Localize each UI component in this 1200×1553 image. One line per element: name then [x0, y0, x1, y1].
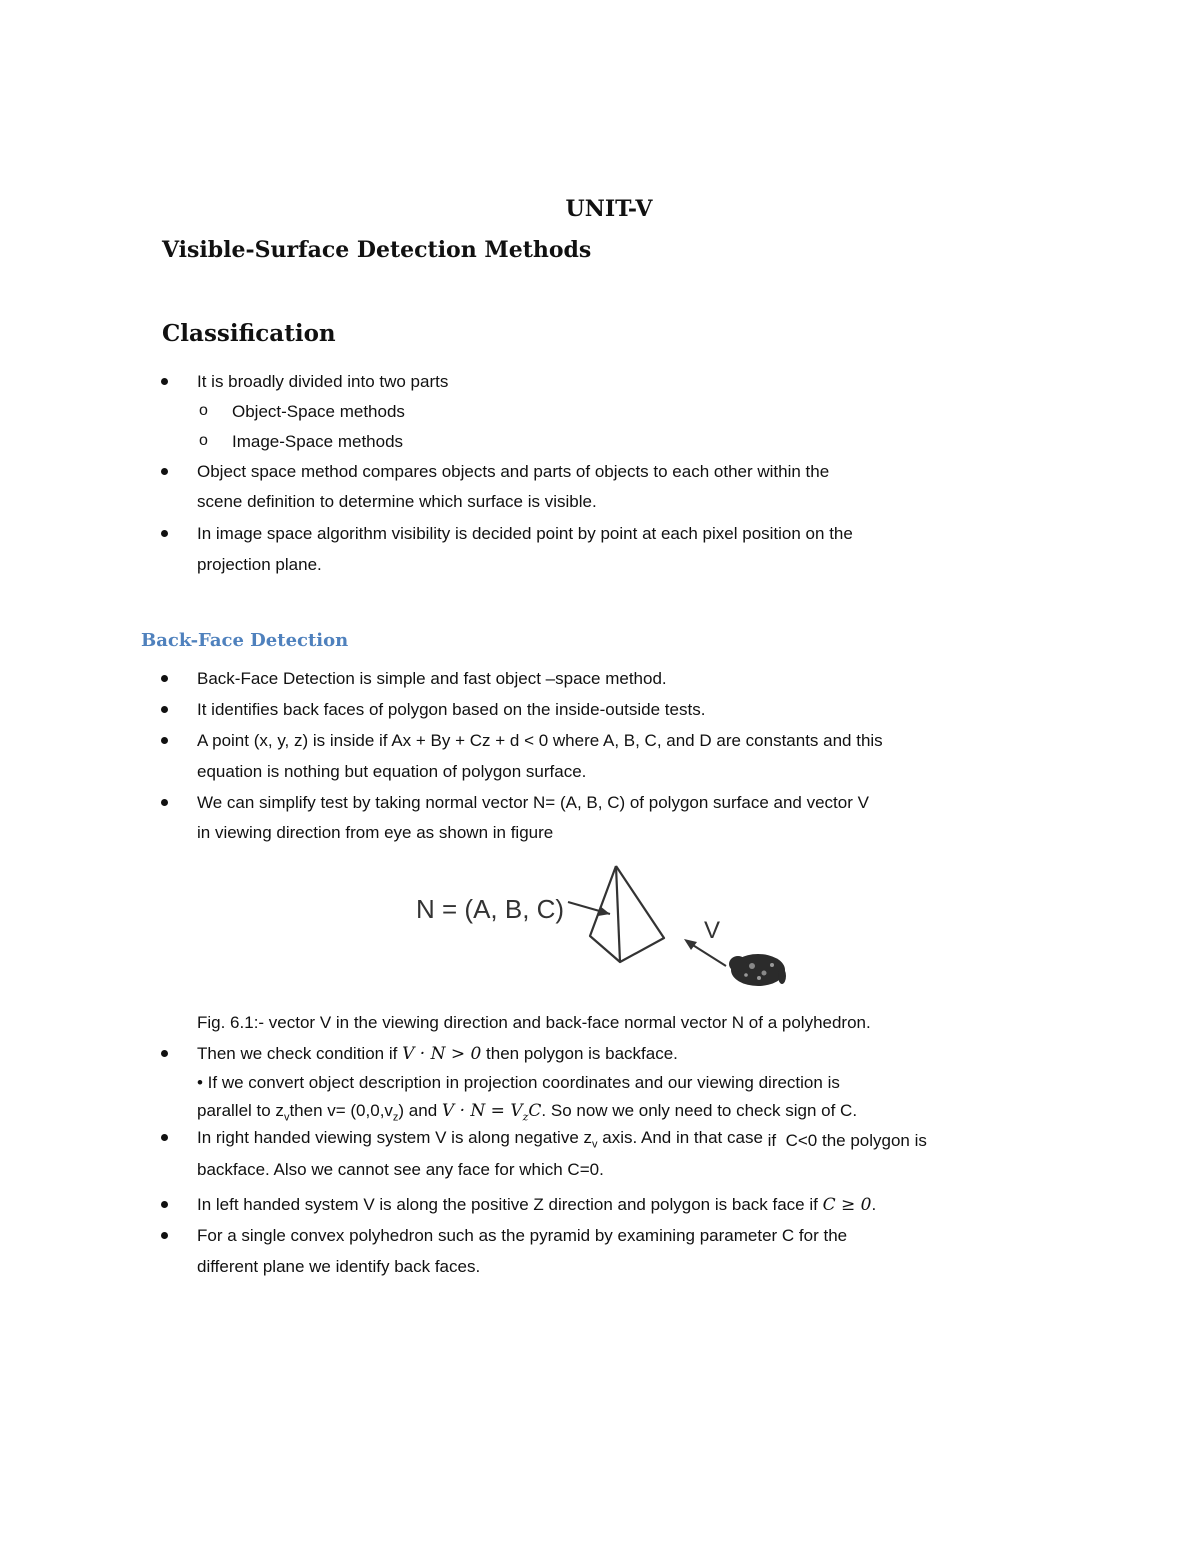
backface-bullet-1: Back-Face Detection is simple and fast object –space method.	[197, 669, 667, 688]
bullet-7-text-if: if	[767, 1131, 777, 1150]
classification-heading: Classification	[162, 320, 336, 347]
document-subtitle: Visible-Surface Detection Methods	[162, 237, 592, 263]
backface-bullet-9-line1: For a single convex polyhedron such as the pyramid by examining parameter C for the	[197, 1226, 848, 1245]
bullet-7-text-mid: axis. And in that case	[597, 1128, 763, 1147]
bullet-6-text-pre: parallel to z	[197, 1101, 284, 1120]
sub-bullet-icon: o	[199, 402, 208, 419]
bullet-icon	[161, 378, 168, 385]
bullet-5-text-post: then polygon is backface.	[486, 1044, 678, 1063]
bullet-6-math-subscript: z	[522, 1110, 529, 1124]
bullet-icon	[161, 675, 168, 682]
bullet-8-text-pre: In left handed system V is along the positive Z direction and polygon is back face if	[197, 1195, 818, 1214]
figure-label-view-vector: V	[704, 917, 721, 944]
subscript-v: v	[283, 1111, 290, 1124]
bullet-7-text-post: C<0 the polygon is	[785, 1131, 927, 1150]
bullet-icon	[161, 1134, 168, 1141]
subscript-z: z	[392, 1111, 399, 1124]
pyramid-figure	[560, 858, 800, 1003]
backface-bullet-7-line1	[197, 1128, 927, 1154]
backface-bullet-9-line2: different plane we identify back faces.	[197, 1257, 481, 1276]
object-space-text-line2: scene definition to determine which surface is visible.	[197, 492, 597, 511]
view-arrow-icon	[684, 939, 726, 966]
backface-bullet-7-line2: backface. Also we cannot see any face for which C=0.	[197, 1160, 604, 1179]
backface-bullet-3-line1: A point (x, y, z) is inside if Ax + By + Cz + d < 0 where A, B, C, and D are constants and this	[197, 731, 883, 750]
image-space-text-line2: projection plane.	[197, 555, 322, 574]
bullet-icon	[161, 706, 168, 713]
bullet-6-math: V · N = V	[441, 1101, 523, 1121]
bullet-6-math-c: C	[528, 1101, 542, 1121]
bullet-icon	[161, 1232, 168, 1239]
bullet-icon	[161, 530, 168, 537]
bullet-7-text-pre: In right handed viewing system V is along negative z	[197, 1128, 593, 1147]
eye-icon	[729, 954, 786, 986]
backface-bullet-3-line2: equation is nothing but equation of polygon surface.	[197, 762, 587, 781]
bullet-icon	[161, 737, 168, 744]
backface-bullet-6-line2	[197, 1101, 857, 1127]
figure-label-normal: N = (A, B, C)	[416, 894, 565, 924]
sub-item-image-space: Image-Space methods	[232, 432, 404, 451]
bullet-icon	[161, 1201, 168, 1208]
bullet-6-text-mid: then v= (0,0,v	[289, 1101, 393, 1120]
backface-bullet-2: It identifies back faces of polygon based on the inside-outside tests.	[197, 700, 706, 719]
bullet-6-text-post: . So now we only need to check sign of C.	[541, 1101, 858, 1120]
image-space-text-line1: In image space algorithm visibility is decided point by point at each pixel position on the	[197, 524, 853, 543]
backface-bullet-5	[197, 1044, 678, 1064]
subscript-v: v	[592, 1138, 598, 1151]
figure-caption: Fig. 6.1:- vector V in the viewing direction and back-face normal vector N of a polyhedron.	[197, 1013, 871, 1032]
object-space-text-line1: Object space method compares objects and parts of objects to each other within the	[197, 462, 830, 481]
bullet-6-text-and: ) and	[398, 1101, 438, 1120]
backface-bullet-4-line1: We can simplify test by taking normal vector N= (A, B, C) of polygon surface and vector V	[197, 793, 869, 812]
backface-bullet-6-line1: • If we convert object description in projection coordinates and our viewing direction is	[197, 1073, 840, 1092]
sub-bullet-icon: o	[199, 432, 208, 449]
bullet-icon	[161, 468, 168, 475]
bullet-8-math: C ≥ 0	[822, 1195, 872, 1215]
normal-arrow-icon	[568, 902, 610, 916]
classification-intro: It is broadly divided into two parts	[197, 372, 449, 391]
bullet-icon	[161, 1050, 168, 1057]
backface-heading: Back-Face Detection	[141, 630, 349, 651]
backface-bullet-8	[197, 1195, 876, 1215]
unit-title: UNIT-V	[565, 196, 653, 222]
backface-bullet-4-line2: in viewing direction from eye as shown in figure	[197, 823, 554, 842]
bullet-5-math: V · N > 0	[402, 1044, 482, 1064]
sub-item-object-space: Object-Space methods	[232, 402, 405, 421]
bullet-5-text-pre: Then we check condition if	[197, 1044, 398, 1063]
bullet-8-text-post: .	[871, 1195, 877, 1214]
bullet-icon	[161, 799, 168, 806]
